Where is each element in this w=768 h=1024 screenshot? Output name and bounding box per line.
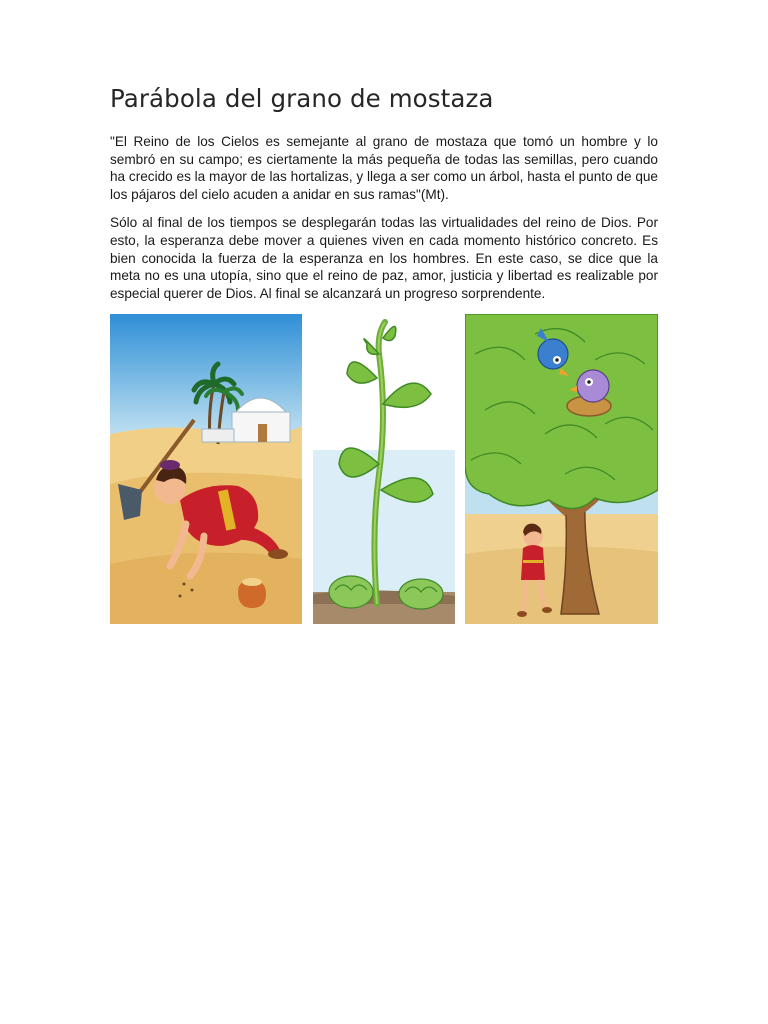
man-sowing-seed-illustration <box>110 314 302 624</box>
plant-growing-illustration <box>313 314 455 624</box>
paragraph-quote: "El Reino de los Cielos es semejante al grano de mostaza que tomó un hombre y lo sembró en su campo; es ciertamente la más pequeña de todas las semillas, pero cuando ha crecido es la mayor de las hortalizas, y llega a ser como un árbol, hasta el punto de que los pájaros del cielo acuden a anidar en sus ramas"(Mt). <box>110 134 658 202</box>
document-title: Parábola del grano de mostaza <box>110 84 494 113</box>
document-page <box>110 84 658 313</box>
paragraph-commentary: Sólo al final de los tiempos se desplegarán todas las virtualidades del reino de Dios. Por esto, la esperanza debe mover a quienes viven en cada momento histórico concreto. Es bien conocida la fuerza de la esperanza en los hombres. En este caso, se dice que la meta no es una utopía, sino que el reino de paz, amor, justicia y libertad es realizable por especial querer de Dios. Al final se alcanzará un progreso sorprendente. <box>110 215 658 301</box>
illustration-strip <box>110 314 658 624</box>
tree-with-birds-illustration <box>465 314 658 624</box>
